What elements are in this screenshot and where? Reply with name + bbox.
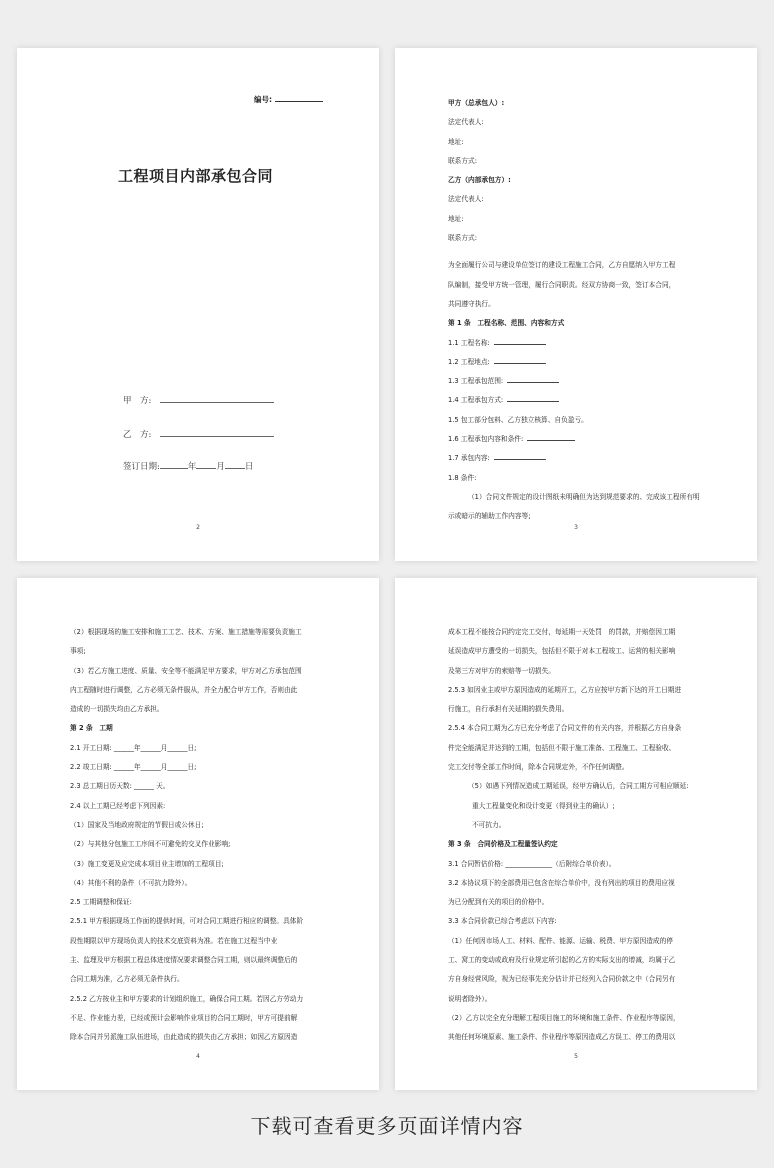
text-line-content: 主、监理及甲方根据工程总体进度情况要求调整合同工期，则以最终调整后的 <box>70 956 298 965</box>
page-body-text <box>448 94 701 527</box>
text-line <box>448 210 701 229</box>
text-line-content: 法定代表人: <box>448 195 484 204</box>
sign-date-row <box>123 460 253 472</box>
text-line-content: 2.5.2 乙方按业主和甲方要求的计划组织施工，确保合同工期。若因乙方劳动力 <box>70 994 304 1003</box>
text-line <box>70 758 323 777</box>
text-line <box>448 334 701 353</box>
text-line <box>448 295 701 314</box>
text-line-content: 联系方式: <box>448 156 478 165</box>
text-line <box>448 152 701 171</box>
text-line-content: 合同工期为准，乙方必须无条件执行。 <box>70 975 184 984</box>
text-line-content: 不足、作业能力差，已经或预计会影响作业项目的合同工期时，甲方可提前解 <box>70 1013 298 1022</box>
text-line-content: （2）根据现场的施工安排和施工工艺、技术、方案、施工措施等需要负责施工 <box>70 628 302 636</box>
page-body-text <box>70 623 323 1048</box>
day-blank <box>225 460 245 469</box>
text-line-content: 3.1 合同暂估价格: ______________（后附综合单价表）。 <box>448 859 616 868</box>
party-a-blank <box>160 394 274 403</box>
text-line-content: 除本合同并另派施工队伍进场，由此造成的损失由乙方承担；如因乙方原因造 <box>70 1033 298 1042</box>
text-line <box>448 1009 701 1028</box>
contract-number-label: 编号: <box>254 95 272 104</box>
text-line-content: （3）若乙方施工进度、质量、安全等不能满足甲方要求，甲方对乙方承包范围 <box>70 666 302 675</box>
text-line <box>448 411 701 430</box>
text-line <box>70 642 323 661</box>
page-body-text <box>448 623 701 1048</box>
text-line-content: 3.2 本协议项下的全部费用已包含在综合单价中，没有列出的项目的费用应视 <box>448 878 675 887</box>
text-line <box>70 1009 323 1028</box>
text-line-content: 为已分配到有关的项目的价格中。 <box>448 898 549 907</box>
text-line <box>448 816 701 835</box>
text-line <box>448 662 701 681</box>
text-line-content: 甲方（总承包人）: <box>448 99 505 107</box>
party-b-label: 乙 方: <box>123 430 152 440</box>
text-line-content: 说明者除外）。 <box>448 994 492 1003</box>
section-heading <box>448 94 701 113</box>
text-line <box>448 430 701 449</box>
text-line <box>70 951 323 970</box>
text-line-content: 完工交付等全部工作时间，除本合同规定外，不作任何调整。 <box>448 763 629 772</box>
text-line <box>70 777 323 796</box>
text-line-content: （1）合同文件规定的设计图纸未明确但为达到规范要求的、完成该工程所有明 <box>468 492 700 501</box>
text-line <box>448 700 701 719</box>
text-line <box>448 990 701 1009</box>
text-line-content: 1.8 条件: <box>448 473 477 482</box>
text-line <box>70 855 323 874</box>
text-line-content: 段性期限以甲方现场负责人的技术交底资料为准。若在施工过程当中业 <box>70 936 278 945</box>
section-heading <box>448 835 701 854</box>
download-more-caption[interactable]: 下载可查看更多页面详情内容 <box>250 1114 524 1138</box>
text-line <box>70 874 323 893</box>
text-line-content: 共同遵守执行。 <box>448 299 495 308</box>
text-line <box>70 970 323 989</box>
document-page-3 <box>17 578 379 1090</box>
text-line-content: （5）如遇下列情况造成工期延误，经甲方确认后，合同工期方可相应顺延: <box>468 782 689 791</box>
text-line-content: 第 1 条 工程名称、范围、内容和方式 <box>448 319 565 328</box>
text-line-content: 3.3 本合同价款已综合考虑以下内容: <box>448 917 557 926</box>
text-line <box>70 1028 323 1047</box>
text-line-content: （1）任何因市场人工、材料、配件、能源、运输、税费、甲方原因造成的停 <box>448 936 673 945</box>
text-line-content: 1.5 包工部分包料、乙方独立核算、自负盈亏。 <box>448 415 588 424</box>
text-line-content: 2.5.3 如因业主或甲方原因造成的延期开工，乙方应按甲方新下达的开工日期进 <box>448 685 682 694</box>
text-line-content: 2.5 工期调整和保证: <box>70 898 132 907</box>
text-line-content: 内工程随时进行调整，乙方必须无条件服从，并全力配合甲方工作，否则由此 <box>70 685 298 694</box>
text-line-content: （2）与其他分包施工工序间不可避免的交叉作业影响; <box>70 840 231 849</box>
party-a-label: 甲 方: <box>123 396 152 406</box>
day-label: 日 <box>244 462 254 472</box>
text-line <box>70 932 323 951</box>
text-line-content: （3）施工变更及应完成本项目业主增加的工程项目; <box>70 859 224 868</box>
fill-in-blank <box>494 356 546 364</box>
month-label: 月 <box>216 462 225 472</box>
text-line <box>448 874 701 893</box>
text-line <box>448 681 701 700</box>
text-line-content: 行施工，自行承担有关延期的损失费用。 <box>448 705 569 714</box>
text-line <box>448 951 701 970</box>
text-line-content: 方自身经营风险，视为已经事先充分估计并已经列入合同价款之中（合同另有 <box>448 975 676 984</box>
text-line-content: 2.3 总工期日历天数: ______ 天。 <box>70 782 170 791</box>
text-line-content: 事项; <box>70 647 86 656</box>
text-line <box>448 1028 701 1047</box>
text-line-content: 2.1 开工日期: ______年______月______日; <box>70 743 197 752</box>
year-blank <box>160 460 188 469</box>
text-line <box>70 835 323 854</box>
document-title: 工程项目内部承包合同 <box>118 167 274 185</box>
text-line-content: 2.4 以上工期已经考虑下列因素: <box>70 801 166 810</box>
text-line-content: 1.3 工程承包范围: <box>448 377 504 386</box>
page-number: 3 <box>574 524 578 531</box>
page-number: 5 <box>574 1053 578 1060</box>
text-line-content: 2.5.4 本合同工期为乙方已充分考虑了合同文件的有关内容，并根据乙方自身条 <box>448 724 682 733</box>
section-heading <box>448 314 701 333</box>
year-label: 年 <box>187 462 197 472</box>
text-line <box>448 449 701 468</box>
text-line <box>448 372 701 391</box>
text-line <box>448 893 701 912</box>
text-line <box>448 469 701 488</box>
sign-date-label: 签订日期: <box>123 462 160 472</box>
text-line-content: 联系方式: <box>448 234 478 243</box>
text-line-content: 1.1 工程名称: <box>448 338 490 347</box>
text-line <box>448 855 701 874</box>
text-line <box>448 932 701 951</box>
section-heading <box>448 171 701 190</box>
text-line <box>448 758 701 777</box>
page-number: 2 <box>196 524 200 531</box>
text-line-content: 造成的一切损失均由乙方承担。 <box>70 705 164 714</box>
text-line-content: 法定代表人: <box>448 118 484 127</box>
text-line-content: 重大工程量变化和设计变更（得到业主的确认）; <box>472 801 615 810</box>
text-line-content: 第 2 条 工期 <box>70 724 113 733</box>
text-line <box>70 912 323 931</box>
text-line <box>70 893 323 912</box>
text-line-content: 乙方（内部承包方）: <box>448 176 511 185</box>
text-line <box>448 229 701 248</box>
text-line-content: 1.4 工程承包方式: <box>448 396 504 405</box>
text-line-content: 成本工程不能按合同约定完工交付，每延期一天处罚 的罚款，并赔偿因工期 <box>448 628 676 636</box>
text-line-content: 队编制，接受甲方统一管理，履行合同职责。经双方协商一致，签订本合同， <box>448 280 676 289</box>
text-line <box>448 113 701 132</box>
contract-number-blank <box>275 94 323 102</box>
contract-number-field <box>254 94 323 105</box>
text-line-content: 为全面履行公司与建设单位签订的建设工程施工合同，乙方自愿纳入甲方工程 <box>448 261 676 270</box>
text-line-content: 2.2 竣工日期: ______年______月______日; <box>70 763 197 772</box>
text-line <box>70 700 323 719</box>
party-b-row <box>123 428 274 440</box>
text-line-content: 工、窝工的变动或政府及行业规定所引起的乙方的实际支出的增减，均属于乙 <box>448 956 676 965</box>
text-line <box>70 816 323 835</box>
month-blank <box>196 460 216 469</box>
text-line-content: 地址: <box>448 214 464 223</box>
text-line <box>448 623 701 642</box>
text-line <box>70 739 323 758</box>
text-line <box>448 133 701 152</box>
text-line-content: 及第三方对甲方的索赔等一切损失。 <box>448 666 555 675</box>
text-line <box>448 488 701 507</box>
text-line <box>70 662 323 681</box>
text-line-content: 1.2 工程地点: <box>448 357 490 366</box>
text-line-content: 延误造成甲方遭受的一切损失，包括但不限于对本工程竣工、运营的相关影响 <box>448 647 676 656</box>
text-line-content: 地址: <box>448 137 464 146</box>
text-line-content: （4）其他不利的条件（不可抗力除外）。 <box>70 878 192 887</box>
document-page-2 <box>395 48 757 561</box>
text-line-content: 不可抗力。 <box>472 820 506 829</box>
text-line <box>448 912 701 931</box>
text-line <box>448 276 701 295</box>
text-line-content: （2）乙方以完全充分理解工程项目施工的环境和施工条件、作业程序等原因， <box>448 1013 680 1022</box>
text-line <box>70 990 323 1009</box>
text-line-content: 1.6 工程承包内容和条件: <box>448 435 524 444</box>
fill-in-blank <box>494 452 546 460</box>
document-page-cover <box>17 48 379 561</box>
text-line <box>448 797 701 816</box>
text-line <box>448 739 701 758</box>
text-line-content: 示或暗示的辅助工作内容等; <box>448 512 531 521</box>
fill-in-blank <box>507 375 559 383</box>
document-page-4 <box>395 578 757 1090</box>
text-line <box>448 190 701 209</box>
fill-in-blank <box>507 394 559 402</box>
page-number: 4 <box>196 1053 200 1060</box>
text-line-content: 第 3 条 合同价格及工程量签认约定 <box>448 840 558 849</box>
fill-in-blank <box>494 337 546 345</box>
text-line <box>448 642 701 661</box>
fill-in-blank <box>527 433 575 441</box>
text-line-content: 件完全能满足并达到的工期，包括但不限于施工准备、工程施工、工程验收、 <box>448 743 676 752</box>
text-line-content: 2.5.1 甲方根据现场工作面的提供时间，可对合同工期进行相应的调整。具体阶 <box>70 917 304 926</box>
text-line <box>448 256 701 275</box>
text-line-content: 其他任何环境原素、施工条件、作业程序等原因造成乙方误工、停工的费用以 <box>448 1033 676 1042</box>
party-a-row <box>123 394 274 406</box>
text-line <box>448 391 701 410</box>
text-line <box>448 777 701 796</box>
text-line <box>448 970 701 989</box>
section-heading <box>70 719 323 738</box>
text-line <box>70 797 323 816</box>
text-line <box>70 623 323 642</box>
text-line-content: 1.7 承包内容: <box>448 454 490 463</box>
party-b-blank <box>160 428 274 437</box>
text-line <box>70 681 323 700</box>
text-line-content: （1）国家及当地政府规定的节假日或公休日; <box>70 820 204 829</box>
text-line <box>448 353 701 372</box>
text-line <box>448 719 701 738</box>
